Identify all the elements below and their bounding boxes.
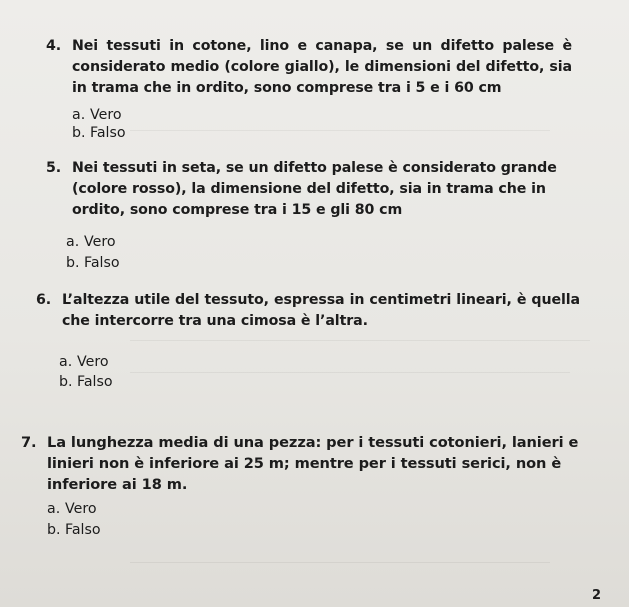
option-b[interactable] — [47, 521, 101, 540]
option-letter: a. — [72, 107, 86, 123]
option-b[interactable] — [66, 254, 120, 273]
option-label: Falso — [90, 125, 126, 141]
option-label: Falso — [84, 255, 120, 271]
question-6 — [36, 290, 580, 332]
option-letter: b. — [47, 522, 61, 538]
divider — [130, 130, 550, 131]
page-number: 2 — [592, 588, 602, 603]
option-label: Vero — [65, 501, 97, 517]
divider — [130, 340, 590, 341]
option-a[interactable] — [72, 106, 122, 125]
question-5 — [46, 158, 572, 221]
option-a[interactable] — [47, 500, 97, 519]
option-b[interactable] — [59, 373, 113, 392]
option-label: Vero — [84, 234, 116, 250]
divider — [130, 562, 550, 563]
option-label: Falso — [77, 374, 113, 390]
option-letter: b. — [66, 255, 80, 271]
question-4 — [46, 36, 572, 99]
option-letter: a. — [59, 354, 73, 370]
question-text: Nei tessuti in cotone, lino e canapa, se un difetto palese è considerato medio (colore giallo), le dimensioni del difetto, sia in trama che in ordito, sono comprese tra i 5 e i 60 cm — [72, 38, 572, 96]
question-text: Nei tessuti in seta, se un difetto palese è considerato grande (colore rosso), la dimensione del difetto, sia in trama che in ordito, sono comprese tra i 15 e gli 80 cm — [72, 160, 557, 218]
question-number: 5. — [46, 160, 62, 176]
question-number: 7. — [21, 434, 37, 451]
option-a[interactable] — [59, 353, 109, 372]
option-a[interactable] — [66, 233, 116, 252]
option-letter: a. — [47, 501, 61, 517]
option-letter: a. — [66, 234, 80, 250]
question-number: 4. — [46, 38, 62, 54]
question-7 — [21, 432, 587, 495]
question-number: 6. — [36, 292, 52, 308]
option-letter: b. — [59, 374, 73, 390]
option-label: Vero — [77, 354, 109, 370]
option-letter: b. — [72, 125, 86, 141]
option-b[interactable] — [72, 124, 126, 143]
question-text: L’altezza utile del tessuto, espressa in centimetri lineari, è quella che intercorre tra una cimosa è l’altra. — [62, 292, 580, 329]
option-label: Vero — [90, 107, 122, 123]
divider — [130, 372, 570, 373]
option-label: Falso — [65, 522, 101, 538]
question-text: La lunghezza media di una pezza: per i tessuti cotonieri, lanieri e linieri non è inferiore ai 25 m; mentre per i tessuti serici, non è inferiore ai 18 m. — [47, 434, 579, 493]
